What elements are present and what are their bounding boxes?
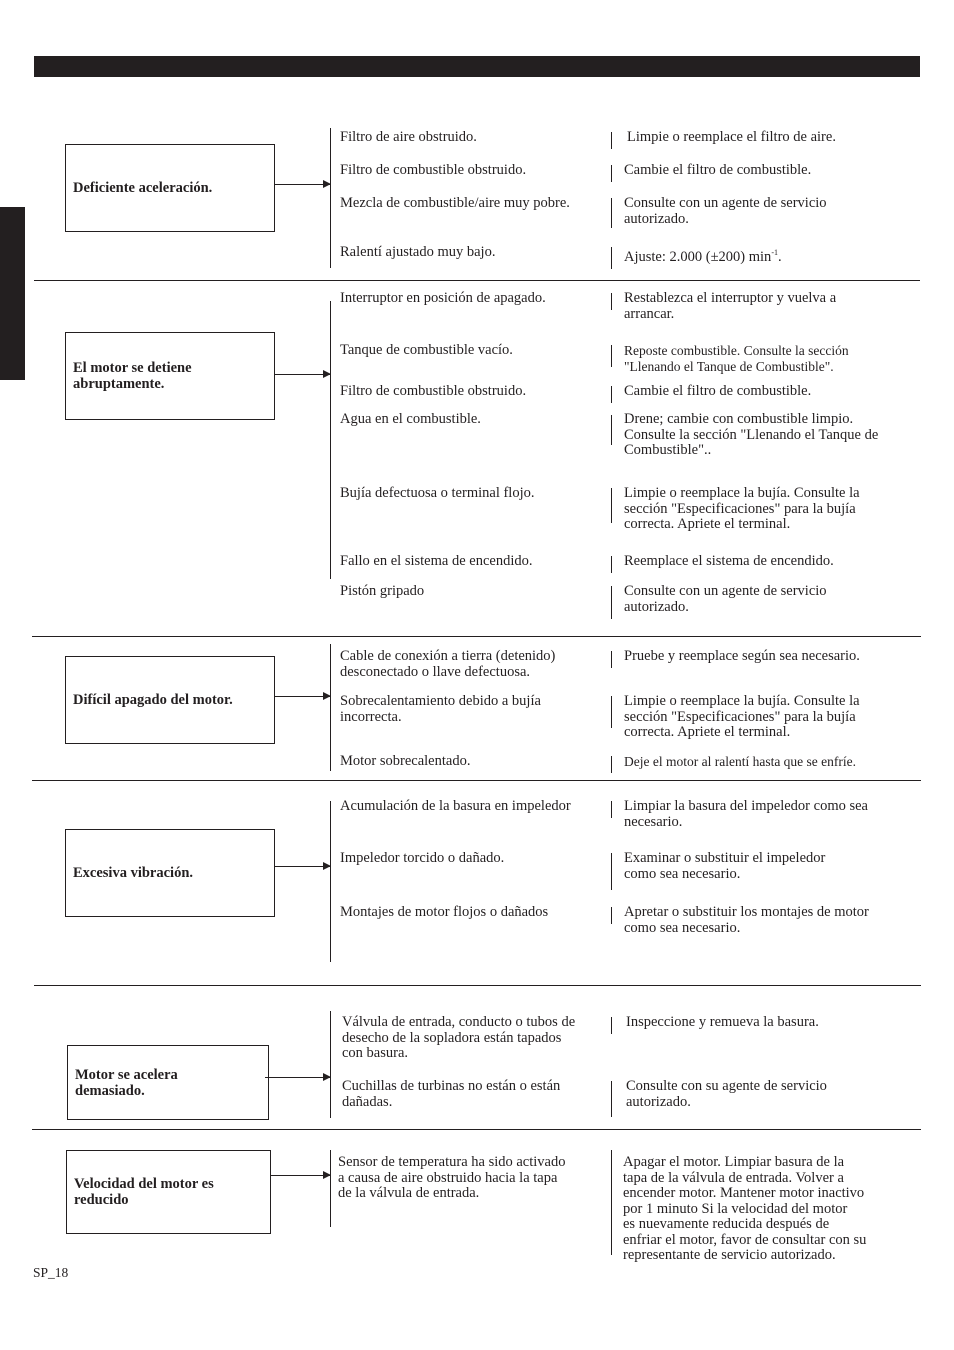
remedy-divider [611,198,612,228]
remedy-text: Limpie o reemplace el filtro de aire. [627,129,836,145]
remedy-divider [611,1150,612,1255]
remedy-divider [611,488,612,523]
arrow-connector [265,1077,330,1078]
remedy-text: Inspeccione y remueva la basura. [626,1014,819,1030]
remedy-divider [611,801,612,818]
remedy-text: Restablezca el interruptor y vuelva a arrancar. [624,290,837,322]
cause-bracket-line [330,128,331,268]
remedy-text: Consulte con un agente de servicio autorizado. [624,195,827,227]
remedy-divider [611,696,612,728]
remedy-divider [611,651,612,668]
remedy-text: Drene; cambie con combustible limpio. Consulte la sección "Llenando el Tanque de Combustible".. [624,411,879,458]
remedy-text: Apretar o substituir los montajes de motor como sea necesario. [624,904,869,936]
remedy-text: Deje el motor al ralentí hasta que se enfríe. [624,754,857,769]
section-divider [32,1129,921,1130]
cause-text: Válvula de entrada, conducto o tubos de desecho de la sopladora están tapados con basura. [342,1014,576,1061]
remedy-divider [611,345,612,367]
remedy-text: Pruebe y reemplace según sea necesario. [624,648,860,664]
problem-box-poor-acceleration: Deficiente aceleración. [65,144,275,232]
remedy-text: Limpie o reemplace la bujía. Consulte la sección "Especificaciones" para la bujía correcta. Apriete el terminal. [624,485,860,532]
section-divider [34,985,921,986]
cause-text: Pistón gripado [340,583,425,599]
remedy-text: Cambie el filtro de combustible. [624,162,812,178]
page-number: SP_18 [33,1265,69,1280]
remedy-text-main: Ajuste: 2.000 (±200) min [624,248,772,265]
remedy-divider [611,165,612,182]
cause-text: Agua en el combustible. [340,411,481,427]
remedy-divider [611,415,612,445]
cause-text: Tanque de combustible vacío. [340,342,513,358]
problem-box-reduced-speed: Velocidad del motor es reducido [66,1150,271,1234]
cause-text: Impeledor torcido o dañado. [340,850,505,866]
cause-text: Ralentí ajustado muy bajo. [340,244,496,260]
header-bar [34,56,920,77]
remedy-divider [611,586,612,619]
cause-text: Filtro de aire obstruido. [340,129,477,145]
remedy-divider [611,293,612,310]
remedy-text: Limpie o reemplace la bujía. Consulte la sección "Especificaciones" para la bujía correcta. Apriete el terminal. [624,693,860,740]
problem-box-hard-shutdown: Difícil apagado del motor. [65,656,275,744]
remedy-divider [611,853,612,890]
problem-box-engine-stops: El motor se detiene abruptamente. [65,332,275,420]
cause-text: Interruptor en posición de apagado. [340,290,546,306]
cause-text: Cable de conexión a tierra (detenido) desconectado o llave defectuosa. [340,648,556,680]
cause-text: Sensor de temperatura ha sido activado a causa de aire obstruido hacia la tapa de la válvula de entrada. [338,1154,566,1201]
remedy-text: Examinar o substituir el impeledor como sea necesario. [624,850,826,882]
cause-bracket-line [330,644,331,771]
cause-text: Fallo en el sistema de encendido. [340,553,533,569]
remedy-divider [611,1017,612,1034]
remedy-divider [611,556,612,573]
cause-text: Filtro de combustible obstruido. [340,383,527,399]
cause-text: Cuchillas de turbinas no están o están dañadas. [342,1078,561,1110]
remedy-text: Limpiar la basura del impeledor como sea necesario. [624,798,868,830]
remedy-text: Cambie el filtro de combustible. [624,383,812,399]
remedy-divider [611,247,612,269]
remedy-text: Consulte con su agente de servicio autorizado. [626,1078,827,1110]
cause-text: Sobrecalentamiento debido a bujía incorrecta. [340,693,541,725]
section-divider [32,780,921,781]
remedy-divider [611,386,612,403]
cause-bracket-line [330,1011,331,1118]
remedy-divider [611,756,612,773]
remedy-text: Reemplace el sistema de encendido. [624,553,834,569]
cause-text: Mezcla de combustible/aire muy pobre. [340,195,570,211]
remedy-text: Consulte con un agente de servicio autorizado. [624,583,827,615]
remedy-text: Apagar el motor. Limpiar basura de la tapa de la válvula de entrada. Volver a encender motor. Mantener motor inactivo por 1 minuto Si la velocidad del motor es nuevamente reducida después de enfriar el motor, favor de consultar con su representante de servicio autorizado. [623,1154,867,1263]
cause-text: Bujía defectuosa o terminal flojo. [340,485,535,501]
remedy-superscript: -1 [771,248,778,257]
problem-box-overspeed: Motor se acelera demasiado. [67,1045,269,1120]
arrow-connector [275,374,330,375]
remedy-divider [611,907,612,924]
cause-text: Motor sobrecalentado. [340,753,471,769]
remedy-text: Reposte combustible. Consulte la sección "Llenando el Tanque de Combustible". [624,343,849,374]
cause-bracket-line [330,801,331,962]
cause-text: Acumulación de la basura en impeledor [340,798,571,814]
remedy-text [624,245,782,265]
problem-box-excess-vibration: Excesiva vibración. [65,829,275,917]
arrow-connector [275,184,330,185]
cause-bracket-line [330,301,331,579]
section-divider [34,280,920,281]
cause-text: Montajes de motor flojos o dañados [340,904,549,920]
cause-text: Filtro de combustible obstruido. [340,162,527,178]
side-tab-marker [0,207,25,380]
remedy-text-tail: . [777,248,782,265]
section-divider [32,636,921,637]
cause-bracket-line [330,1150,331,1227]
remedy-divider [611,1081,612,1117]
arrow-connector [275,696,330,697]
arrow-connector [275,866,330,867]
arrow-connector [271,1175,330,1176]
remedy-divider [611,132,612,149]
